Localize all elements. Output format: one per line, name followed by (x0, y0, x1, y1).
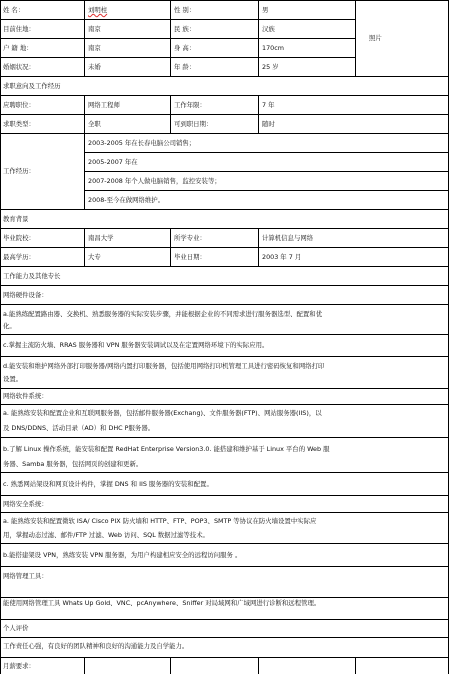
rule (0, 228, 449, 229)
rule (0, 512, 449, 513)
height-value: 170cm (262, 44, 284, 52)
rule (84, 171, 449, 172)
rule (0, 597, 449, 598)
experience-label: 工作经历： (3, 167, 35, 175)
years-value: 7 年 (262, 101, 275, 109)
hukou-label: 户 籍 地： (3, 44, 33, 52)
hardware-item-d: d.能安装和维护网络外部打印服务器/网络内置打印服务器，包括使用网络打印机管理工具进行密码恢复和网络打印 (3, 362, 325, 370)
rule (0, 437, 449, 438)
software-item-b: b.了解 Linux 操作系统，能安装和配置 RedHat Enterprise Version3.0. 能搭建和维护基于 Linux 平台的 Web 服 (3, 445, 330, 453)
rule (170, 657, 171, 674)
degree-value: 大专 (88, 253, 101, 261)
rule (0, 76, 449, 77)
software-item-a: 及 DNS/DDNS、活动目录（AD）和 DHC P服务器。 (3, 424, 155, 432)
rule (0, 566, 449, 567)
rule (0, 285, 449, 286)
degree-label: 最高学历： (3, 253, 35, 261)
rule (84, 657, 85, 674)
photo-label: 照片 (369, 34, 382, 42)
rule (84, 95, 85, 133)
height-label: 身 高： (174, 44, 196, 52)
experience-item: 2008-至今在做网络维护。 (88, 196, 165, 204)
sex-value: 男 (262, 6, 269, 14)
rule (0, 0, 1, 674)
rule (258, 0, 259, 76)
security-item-a: 用，掌握动态过滤、邮件/FTP 过滤、Web 访问、SQL 数据过滤等技术。 (3, 531, 209, 539)
mgmt-text: 能使用网络管理工具 Whats Up Gold、VNC、pcAnywhere、Sniffer 对局域网和广域网进行诊断和远程管理。 (3, 599, 321, 607)
rule (0, 543, 449, 544)
years-label: 工作年限： (174, 101, 206, 109)
software-item-c: c. 熟悉网站架设和网页设计构件，掌握 DNS 和 IIS 服务器的安装和配置。 (3, 480, 213, 488)
marital-value: 未婚 (88, 63, 101, 71)
evaluation-text: 工作责任心强，有良好的团队精神和良好的沟通能力及自学能力。 (3, 642, 189, 650)
position-label: 应聘职位： (3, 101, 35, 109)
hukou-value: 南京 (88, 44, 101, 52)
position-value: 网络工程师 (88, 101, 120, 109)
major-value: 计算机信息与网络 (262, 234, 314, 242)
security-item-a: a. 能熟练安装和配置微软 ISA/ Cisco PIX 防火墙和 HTTP、FTP、POP3、SMTP 等协议在防火墙设置中实际应 (3, 517, 317, 525)
rule (0, 266, 449, 267)
rule (0, 95, 449, 96)
rule (0, 304, 449, 305)
rule (84, 152, 449, 153)
rule (170, 95, 171, 133)
native-value: 南京 (88, 25, 101, 33)
rule (0, 657, 449, 658)
rule (0, 133, 449, 134)
name-value: 刘明柱 (88, 6, 108, 14)
rule (355, 657, 356, 674)
rule (258, 228, 259, 266)
rule (0, 114, 449, 115)
security-item-b: b.能搭建架设 VPN，熟练安装 VPN 服务器，为用户构建相应安全的远程访问服务 。 (3, 551, 242, 559)
grad-label: 毕业日期： (174, 253, 206, 261)
rule (0, 637, 449, 638)
rule (0, 247, 449, 248)
rule (0, 38, 355, 39)
hardware-item-c: c.掌握主流防火墙、RRAS 服务器和 VPN 服务器安装调试以及在定置网络环境下的实际应用。 (3, 341, 269, 349)
rule (258, 95, 259, 133)
software-title: 网络软件系统： (3, 392, 48, 400)
skills-heading: 工作能力及其他专长 (3, 272, 61, 280)
rule (0, 334, 449, 335)
hardware-item-a: 化。 (3, 322, 16, 330)
ethnic-label: 民 族： (174, 25, 196, 33)
experience-item: 2005-2007 年在 (88, 158, 138, 166)
rule (0, 209, 449, 210)
age-value: 25 岁 (262, 63, 279, 71)
rule (0, 19, 355, 20)
rule (0, 404, 449, 405)
rule (0, 619, 449, 620)
rule (355, 0, 356, 76)
school-value: 南昌大学 (88, 234, 114, 242)
type-value: 全职 (88, 120, 101, 128)
hardware-item-d: 设置。 (3, 375, 23, 383)
start-value: 随时 (262, 120, 275, 128)
rule (84, 133, 85, 209)
hardware-item-a: a.能熟练配置路由器、交换机、熟悉服务器的实际安装步骤，并能根据企业的不同需求进行服务器选型、配置和优 (3, 310, 323, 318)
start-label: 可到职日期： (174, 120, 213, 128)
rule (0, 472, 449, 473)
education-heading: 教育背景 (3, 215, 29, 223)
mgmt-title: 网络管理工具： (3, 572, 48, 580)
rule (258, 657, 259, 674)
rule (0, 356, 449, 357)
type-label: 求职类型： (3, 120, 35, 128)
salary-label: 月薪要求： (3, 662, 35, 670)
age-label: 年 龄： (174, 63, 196, 71)
rule (0, 388, 449, 389)
experience-item: 2003-2005 年在长春电脑公司销售； (88, 139, 196, 147)
rule (0, 57, 355, 58)
rule (0, 0, 449, 1)
sex-label: 性 别： (174, 6, 196, 14)
experience-item: 2007-2008 年个人做电脑销售，监控安装等； (88, 177, 221, 185)
intent-heading: 求职意向及工作经历 (3, 82, 61, 90)
software-item-b: 务器、Samba 服务器，包括网页的创建和更新。 (3, 460, 143, 468)
name-label: 姓 名： (3, 6, 25, 14)
security-title: 网络安全系统： (3, 500, 48, 508)
major-label: 所学专业： (174, 234, 206, 242)
rule (84, 228, 85, 266)
rule (84, 0, 85, 76)
native-label: 目前住地： (3, 25, 35, 33)
marital-label: 婚姻状况： (3, 63, 35, 71)
software-item-a: a. 能熟练安装和配置企业和互联网服务器，包括邮件服务器(Exchang)、文件服务器(FTP)、网站服务器(IIS)，以 (3, 409, 322, 417)
rule (84, 190, 449, 191)
evaluation-heading: 个人评价 (3, 624, 29, 632)
rule (0, 495, 449, 496)
rule (170, 0, 171, 76)
school-label: 毕业院校： (3, 234, 35, 242)
rule (170, 228, 171, 266)
hardware-title: 网络硬件设备： (3, 291, 48, 299)
ethnic-value: 汉族 (262, 25, 275, 33)
grad-value: 2003 年 7 月 (262, 253, 302, 261)
